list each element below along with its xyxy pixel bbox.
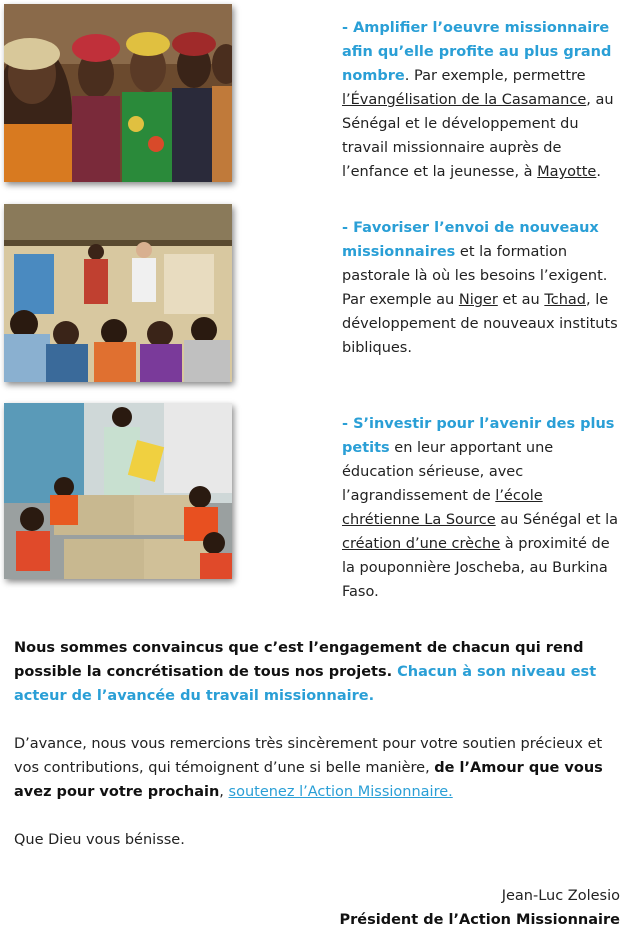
item-title: - Amplifier l’oeuvre missionnaire afin qu’elle profite au plus grand nombre — [342, 20, 612, 84]
link-creation-creche[interactable]: création d’une crèche — [342, 536, 501, 552]
item-title: - Favoriser l’envoi de nouveaux missionnaires — [342, 220, 599, 260]
conviction-paragraph — [14, 636, 622, 708]
item-title: - S’investir pour l’avenir des plus petits — [342, 416, 615, 456]
item-text: et la formation pastorale là où les besoins l’exigent. Par exemple au — [342, 244, 608, 308]
item-text: et au — [497, 292, 545, 308]
conviction-blue: Chacun à son niveau est acteur de l’avancée du travail missionnaire. — [14, 664, 597, 704]
item-text: . — [596, 164, 601, 180]
thanks-bold: de l’Amour que vous avez pour votre prochain — [14, 760, 603, 800]
item-text: , au Sénégal et le développement du travail missionnaire auprès de l’enfance et la jeunesse, à — [342, 92, 614, 180]
thanks-text: D’avance, nous vous remercions très sincèrement pour votre soutien précieux et vos contributions, qui témoignent d’une si belle manière, — [14, 736, 603, 776]
support-link[interactable]: soutenez l’Action Missionnaire. — [228, 784, 453, 800]
blessing: Que Dieu vous bénisse. — [14, 832, 185, 848]
signature-role: Président de l’Action Missionnaire — [339, 912, 620, 928]
item-text: à proximité de la pouponnière Joscheba, au Burkina Faso. — [342, 536, 610, 600]
link-casamance[interactable]: l’Évangélisation de la Casamance — [342, 92, 587, 108]
thanks-sep: , — [219, 784, 229, 800]
photo-bible-class — [4, 204, 232, 382]
item-text: . Par exemple, permettre — [404, 68, 586, 84]
photo-women-group — [4, 4, 232, 182]
link-niger[interactable]: Niger — [458, 292, 498, 308]
thanks-paragraph — [14, 732, 622, 804]
mission-item-3 — [342, 412, 622, 604]
link-mayotte[interactable]: Mayotte — [537, 164, 597, 180]
signature-name: Jean-Luc Zolesio — [501, 888, 620, 904]
item-text: , le développement de nouveaux instituts bibliques. — [342, 292, 618, 356]
mission-item-2 — [342, 216, 622, 360]
link-ecole-la-source[interactable]: l’école chrétienne La Source — [342, 488, 543, 528]
conviction-bold: Nous sommes convaincus que c’est l’engagement de chacun qui rend possible la concrétisation de tous nos projets. — [14, 640, 584, 680]
photo-school-children — [4, 403, 232, 579]
item-text: au Sénégal et la — [495, 512, 619, 528]
mission-item-1 — [342, 16, 622, 184]
link-tchad[interactable]: Tchad — [544, 292, 586, 308]
item-text: en leur apportant une éducation sérieuse, avec l’agrandissement de — [342, 440, 554, 504]
